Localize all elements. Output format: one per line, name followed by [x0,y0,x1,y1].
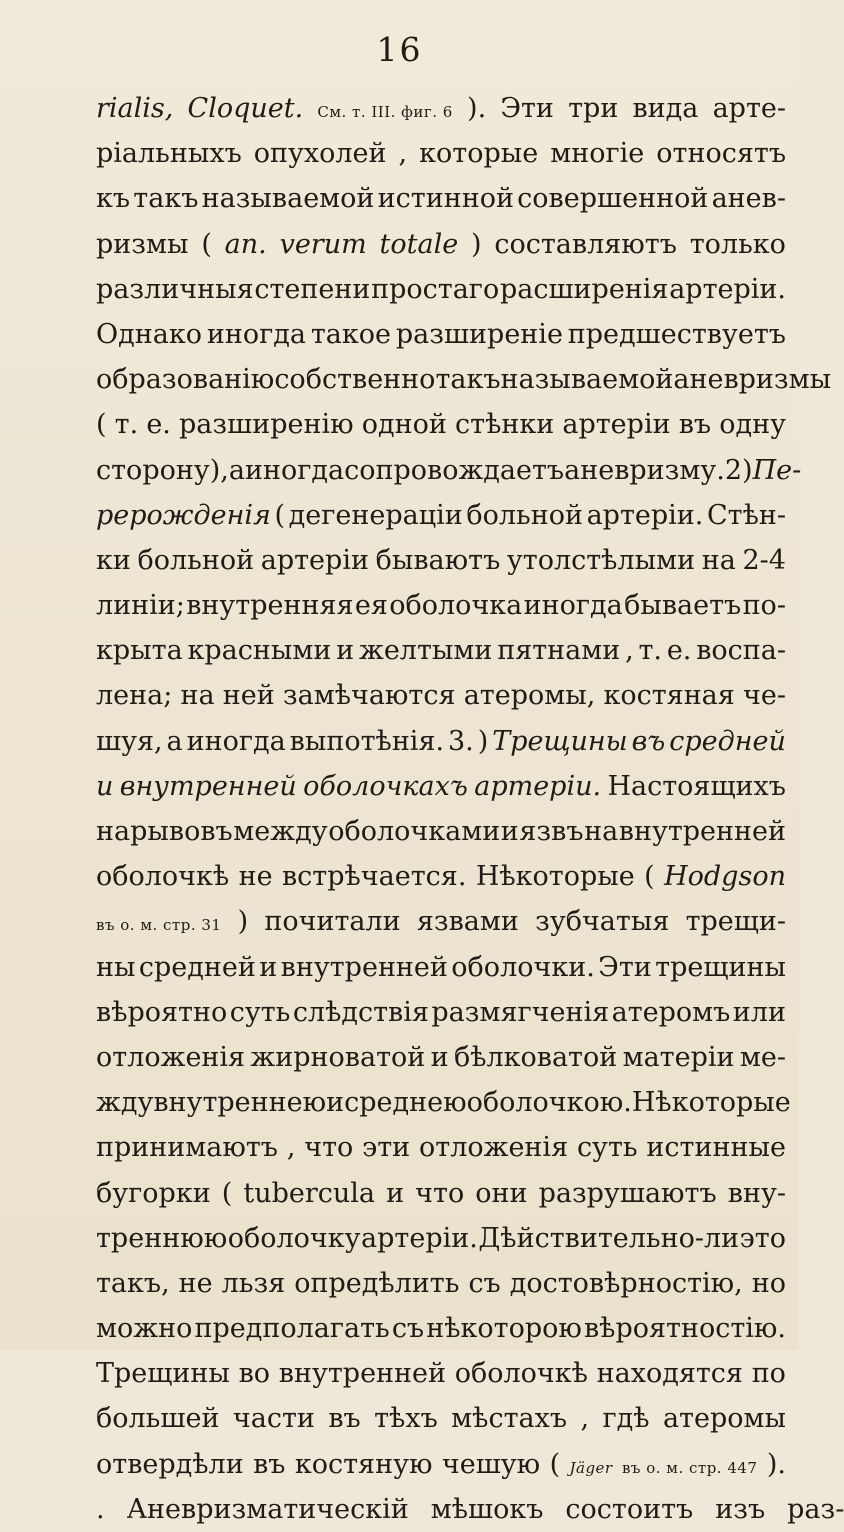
word: съ [391,1313,425,1345]
word: по [751,1358,786,1390]
word: арте- [712,93,786,124]
word: а [166,725,183,757]
word: атеромы [662,1403,786,1435]
word: принимаютъ [96,1132,278,1164]
word: , [398,138,408,170]
word: желтыми [358,635,493,667]
word: треннюю [96,1222,228,1254]
word: составляютъ [494,228,677,260]
word: во [238,1358,271,1390]
word: вѣроятностію. [583,1313,786,1345]
word: которые [419,138,539,170]
text-line [96,628,786,673]
word: оболочкахъ [303,770,468,802]
word: ) [471,228,482,260]
word: ) [477,725,489,757]
word: отложенія [96,1041,246,1073]
text-line [96,402,786,447]
word: они [475,1177,528,1209]
word: суть [576,1132,638,1164]
word: только [689,228,786,260]
word: суть [229,996,291,1028]
word: замѣчаются [282,680,456,712]
word: артеріи. [586,499,704,531]
word: оболочку [227,1222,361,1254]
word: Cloquet. [187,93,304,124]
word: съ [468,1267,501,1299]
word: степени [254,273,371,305]
word: тѣхъ [374,1403,438,1435]
word: аневризмы [673,364,832,396]
word: дегенераціи [288,499,463,531]
text-line [96,990,786,1035]
word: Нѣкоторые [631,1087,791,1119]
word: rialis, [96,93,174,124]
word: , [286,1132,296,1164]
word: опухолей [253,138,387,170]
word: красными [187,635,332,667]
word: относятъ [656,138,786,170]
word: Hodgson [664,861,786,893]
text-line [96,267,786,312]
word: tubercula [243,1177,376,1209]
word: оболочками [328,816,501,847]
word: среднею [344,1087,467,1119]
word: достовѣрностію, [509,1267,743,1299]
word: матеріи [622,1041,735,1073]
word: Дѣйствительно-ли [478,1222,740,1254]
word: больной [137,544,255,576]
word: внутренней [119,770,297,802]
word: т. [638,635,663,667]
word: мѣстахъ [451,1403,568,1435]
text-line [96,1306,786,1351]
word: въ [678,409,712,441]
word: разрушаютъ [538,1177,717,1209]
word: ). [467,93,487,124]
text-line [96,1396,786,1441]
text-line [96,1216,786,1261]
word: слѣдствія [292,996,429,1028]
word: Стѣн- [706,499,786,531]
word: собственно [274,364,436,396]
text-line [96,131,786,176]
word: и [430,1041,449,1073]
word: образованію [96,364,275,396]
word: различныя [96,273,254,305]
word: е. [666,635,692,667]
word: бываютъ [375,544,501,576]
word: артеріи. [361,1222,478,1254]
word: жирноватой [250,1041,426,1073]
text-line [96,176,786,221]
text-line [96,583,786,628]
word: Нѣкоторые [475,861,635,893]
word: лена; [96,680,173,712]
word: сопровождаетъ [344,454,565,486]
word: бугорки [96,1177,211,1209]
word: артеріи [260,544,369,576]
word: иногда [206,318,306,350]
word: ( [274,499,286,531]
word: язвами [416,906,519,938]
word: простаго [371,273,500,305]
word: три [568,93,619,124]
word: ки [96,544,131,576]
word: на [180,680,215,712]
text-line [96,493,786,538]
text-line [96,719,786,764]
word: такъ [435,364,501,396]
word: анев- [711,183,786,215]
word: почитали [264,906,401,938]
word: Аневризматическій [126,1493,409,1525]
word: костяная [603,680,735,712]
word: совершенной [517,183,709,215]
text-line [96,448,802,493]
word: не [238,861,273,893]
word: отвердѣли [96,1448,244,1480]
word: по- [742,590,786,622]
word: ( [96,409,107,441]
word: жду [96,1087,154,1119]
word: артеріи. [474,770,602,802]
word: т. [114,409,139,441]
word: Трещины [492,725,628,757]
word: ( [201,228,212,260]
word: иногда [186,725,286,757]
word: Эти [598,951,652,983]
word: ( [644,861,655,893]
word: въ о. м. стр. 31 [96,916,222,935]
word: аневризму. [564,454,725,486]
word: одну [719,409,786,441]
word: Jäger [569,1458,613,1477]
page-number: 16 [376,30,423,69]
word: ме- [739,1041,786,1073]
word: встрѣчается. [281,861,467,893]
word: такъ [133,183,199,215]
word: 3. [448,725,474,757]
word: иногда [244,454,345,486]
word: находятся [596,1358,743,1390]
word: называемой [500,364,674,396]
word: не [178,1267,213,1299]
word: и [96,770,114,802]
text-line [96,222,786,267]
word: что [304,1132,354,1164]
word: на [701,544,736,576]
text-line [96,538,786,583]
word: ) [237,906,249,938]
word: можно [96,1313,193,1345]
word: на [584,816,619,847]
word: внутреннею [153,1087,327,1119]
word: расширенія [499,273,669,305]
word: опредѣлить [294,1267,460,1299]
word: но [751,1267,786,1299]
word: разширенію [179,409,354,441]
text-line [96,899,786,944]
word: больной [466,499,583,531]
word: чешую [441,1448,541,1480]
word: вѣроятно [96,996,228,1028]
word: размягченія [431,996,610,1028]
word: рерожденія [96,499,271,531]
word: называемой [201,183,375,215]
word: и [336,635,355,667]
text-line [96,86,786,131]
word: мѣшокъ [430,1493,544,1525]
text-line [96,1351,786,1396]
word: оболочкою. [466,1087,632,1119]
word: истинной [377,183,514,215]
word: , [625,635,634,667]
word: и [259,951,278,983]
word: ризмы [96,228,189,260]
word: многіе [550,138,645,170]
word: и [326,1087,345,1119]
word: части [232,1403,315,1435]
word: такое [310,318,391,350]
word: и [386,1177,405,1209]
word: . [96,1493,105,1525]
word: предшествуетъ [567,318,786,350]
word: предполагать [194,1313,390,1345]
word: бываетъ [624,590,742,622]
word: гдѣ [602,1403,650,1435]
text-line [96,673,786,718]
word: въ [631,725,666,757]
word: шуя, [96,725,163,757]
word: воспа- [696,635,786,667]
word: Трещины [96,1358,230,1390]
word: вну- [727,1177,786,1209]
word: такъ, [96,1267,170,1299]
word: Эти [500,93,554,124]
word: раз- [787,1493,844,1525]
text-line [96,945,786,990]
text-line [96,1171,786,1216]
word: одной [361,409,447,441]
text-line [96,1080,791,1125]
text-line [96,357,832,402]
word: ея [354,590,388,622]
word: къ [96,183,131,215]
word: утолстѣлыми [506,544,696,576]
word: an. [224,228,267,260]
text-line [96,1487,844,1532]
word: крыта [96,635,183,667]
word: оболочкѣ [96,861,230,893]
word: средней [669,725,786,757]
word: средней [138,951,256,983]
word: 2) [724,454,753,486]
word: нѣкоторою [426,1313,582,1345]
word: verum [279,228,367,260]
word: ней [222,680,275,712]
word: бѣлковатой [453,1041,618,1073]
word: и [500,816,519,847]
word: линіи; [96,590,185,622]
word: артеріи [562,409,671,441]
word: атеромы, [463,680,596,712]
word: См. т. III. фиг. 6 [317,103,453,121]
word: выпотѣнія. [289,725,445,757]
word: пятнами [497,635,621,667]
word: отложенія [419,1132,569,1164]
word: ны [96,951,136,983]
word: это [739,1222,786,1254]
word: нарывовъ [96,816,233,847]
word: , [580,1403,590,1435]
word: въ о. м. стр. 447 [621,1458,758,1477]
word: язвъ [519,816,584,847]
word: въ [328,1403,361,1435]
word: льзя [221,1267,286,1299]
word: totale [379,228,459,260]
word: сторону), [96,454,229,486]
word: трещи- [685,906,786,938]
word: разширеніе [395,318,563,350]
text-line [96,809,786,854]
word: истинные [646,1132,786,1164]
word: че- [742,680,786,712]
word: оболочки. [451,951,595,983]
word: стѣнки [455,409,555,441]
word: ріальныхъ [96,138,242,170]
word: большей [96,1403,220,1435]
word: внутренней [618,816,786,847]
word: Однако [96,318,202,350]
word: оболочка [389,590,523,622]
word: внутренняя [186,590,354,622]
text-line [96,854,786,899]
word: атеромъ [611,996,731,1028]
word: вида [632,93,699,124]
word: е. [146,409,171,441]
word: внутренней [280,951,448,983]
text-line [96,312,786,357]
word: ( [221,1177,233,1209]
word: въ [253,1448,286,1480]
word: оболочкѣ [454,1358,588,1390]
word: иногда [523,590,623,622]
word: ). [766,1448,786,1480]
body-text [96,86,844,1532]
word: артеріи. [669,273,786,305]
word: Настоящихъ [607,770,786,802]
text-line [96,1261,786,1306]
word: трещины [655,951,786,983]
word: а [228,454,245,486]
word: или [732,996,786,1028]
word: ( [549,1448,561,1480]
word: что [415,1177,465,1209]
text-line [96,1442,786,1487]
word: изъ [715,1493,766,1525]
text-line [96,1035,786,1080]
word: Пе- [752,454,802,486]
word: между [233,816,328,847]
text-line [96,764,786,809]
word: эти [362,1132,411,1164]
text-line [96,1125,786,1170]
word: внутренней [278,1358,447,1390]
word: 2-4 [742,544,786,576]
word: костяную [294,1448,433,1480]
word: зубчатыя [535,906,670,938]
word: состоитъ [565,1493,694,1525]
